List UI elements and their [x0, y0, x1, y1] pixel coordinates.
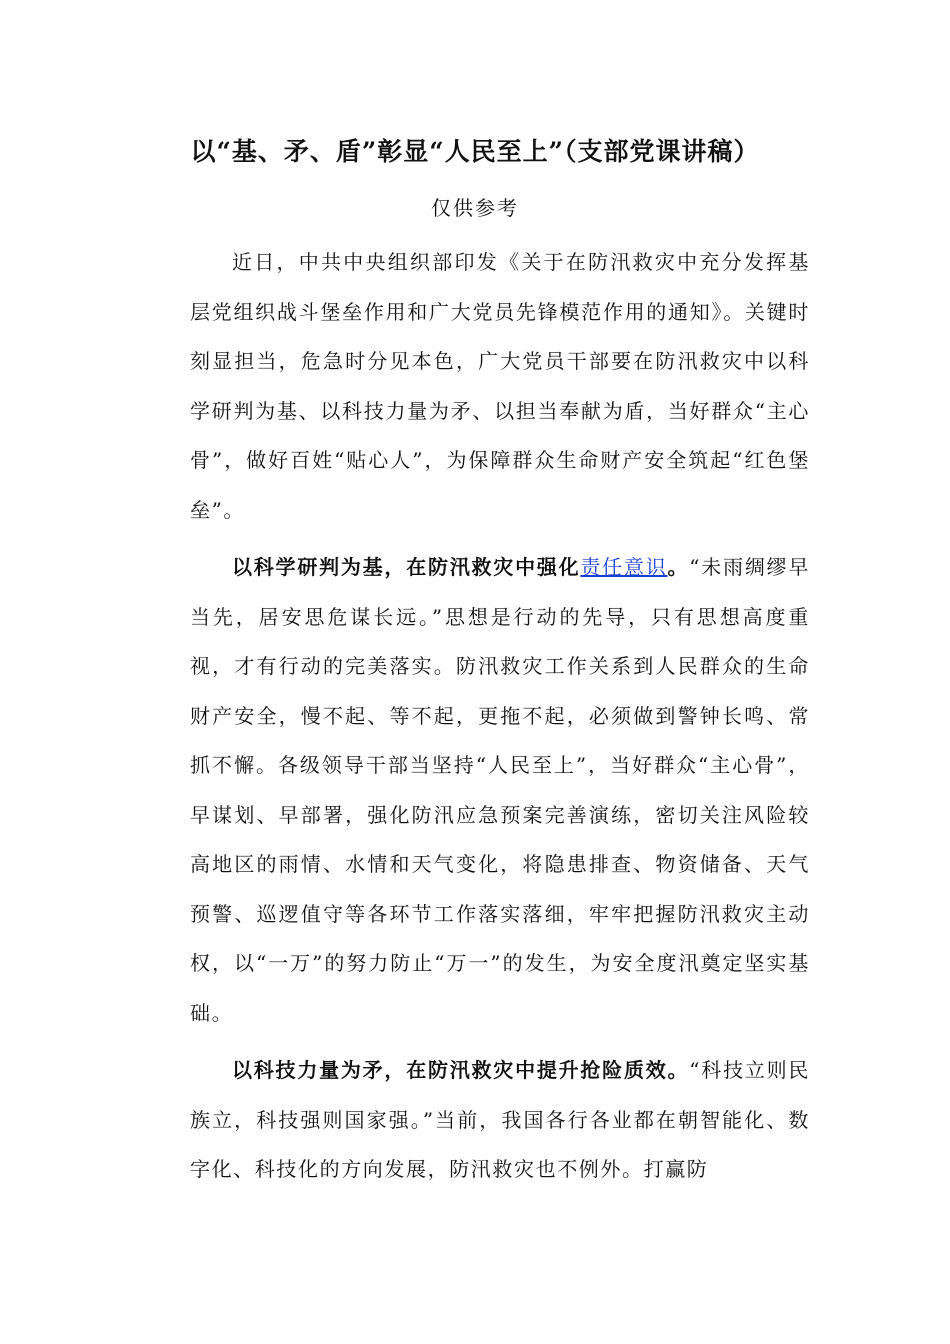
section-heading-end: 。 [667, 555, 690, 579]
document-subtitle: 仅供参考 [431, 196, 519, 220]
document-body [190, 238, 810, 1203]
section-heading-text: 以科学研判为基，在防汛救灾中强化 [232, 555, 581, 579]
document-title: 以“基、矛、盾”彰显“人民至上”（支部党课讲稿） [190, 137, 760, 166]
paragraph-text: “科技立则民族立，科技强则国家强。”当前，我国各行各业都在朝智能化、数字化、科技化的方向发展，防汛救灾也不例外。打赢防 [190, 1058, 810, 1181]
section-heading: 以科技力量为矛，在防汛救灾中提升抢险质效。 [232, 1058, 690, 1082]
paragraph-text: “未雨绸缪早当先，居安思危谋长远。”思想是行动的先导，只有思想高度重视，才有行动的完美落实。防汛救灾工作关系到人民群众的生命财产安全，慢不起、等不起，更拖不起，必须做到警钟长鸣、常抓不懈。各级领导干部当坚持“人民至上”，当好群众“主心骨”，早谋划、早部署，强化防汛应急预案完善演练，密切关注风险较高地区的雨情、水情和天气变化，将隐患排查、物资储备、天气预警、巡逻值守等各环节工作落实落细，牢牢把握防汛救灾主动权，以“一万”的努力防止“万一”的发生，为安全度汛奠定坚实基础。 [190, 555, 810, 1025]
paragraph-text: 近日，中共中央组织部印发《关于在防汛救灾中充分发挥基层党组织战斗堡垒作用和广大党员先锋模范作用的通知》。关键时刻显担当，危急时分见本色，广大党员干部要在防汛救灾中以科学研判为基、以科技力量为矛、以担当奉献为盾，当好群众“主心骨”，做好百姓“贴心人”，为保障群众生命财产安全筑起“红色堡垒”。 [190, 250, 810, 522]
paragraph-intro [190, 238, 810, 535]
section-heading [232, 555, 689, 579]
paragraph-section-2 [190, 1046, 810, 1195]
paragraph-section-1 [190, 543, 810, 1038]
responsibility-link[interactable]: 责任意识 [580, 555, 668, 579]
